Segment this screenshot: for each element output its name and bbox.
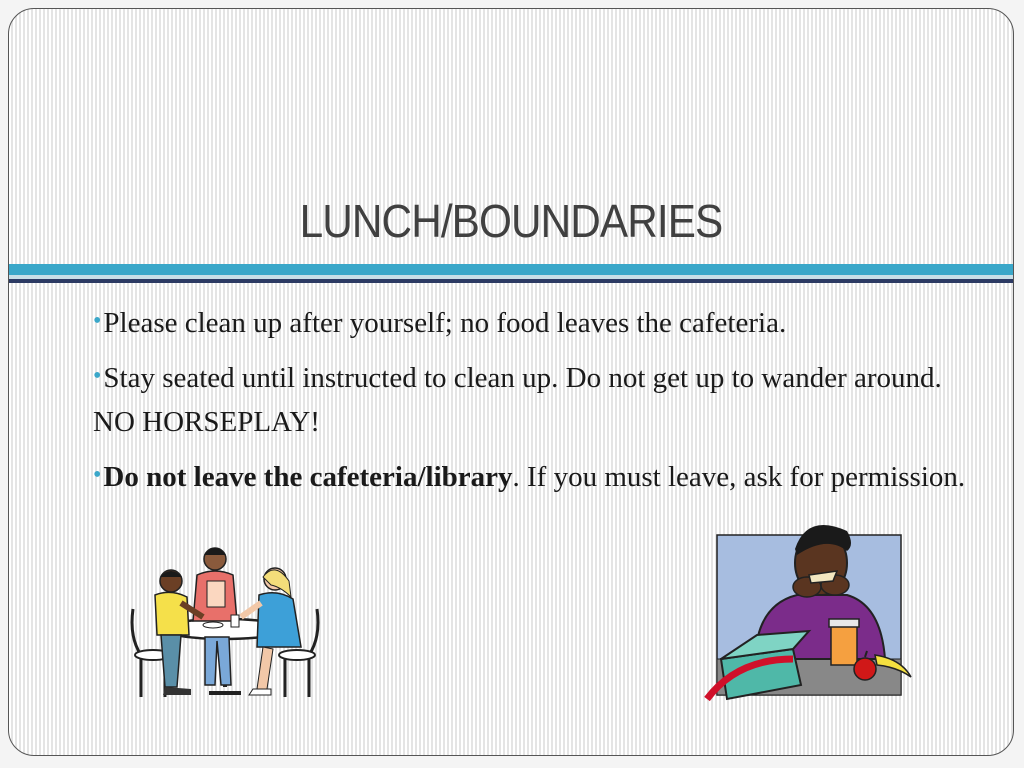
bullet-icon: •: [93, 363, 102, 389]
bullet-item: [93, 453, 973, 499]
bullet-text: . If you must leave, ask for permission.: [512, 461, 966, 493]
students-eating-clipart-icon: [121, 537, 331, 707]
bullet-icon: •: [93, 308, 102, 334]
bullet-text: Please clean up after yourself; no food leaves the cafeteria.: [103, 307, 787, 339]
bullet-text: Stay seated until instructed to clean up. Do not get up to wander around. NO HORSEPLAY!: [93, 362, 942, 438]
person-eating-clipart-icon: [697, 509, 925, 709]
slide-title: LUNCH/BOUNDARIES: [299, 195, 723, 247]
title-rule-light: [9, 264, 1013, 275]
bullet-item: [93, 299, 973, 345]
bullet-item: [93, 354, 973, 444]
slide: [8, 8, 1014, 756]
bullet-icon: •: [93, 462, 102, 488]
bullet-bold-text: Do not leave the cafeteria/library: [103, 461, 513, 493]
bullet-list: [93, 299, 973, 508]
title-rule-dark: [9, 279, 1013, 283]
